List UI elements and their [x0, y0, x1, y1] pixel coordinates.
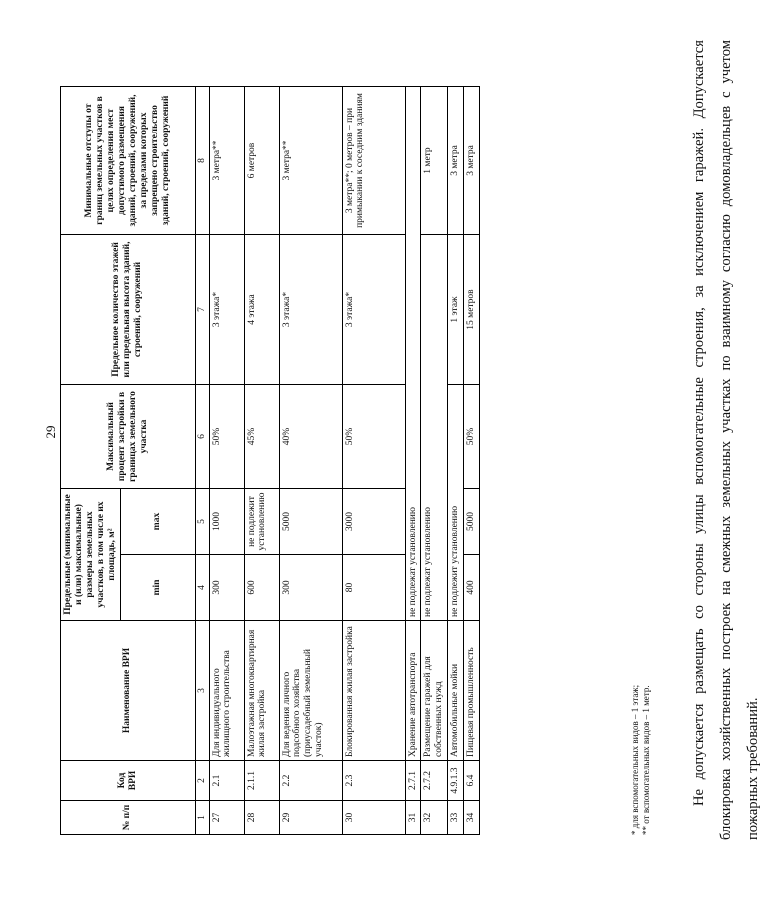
header-row — [61, 87, 121, 835]
row-num: 29 — [279, 801, 342, 835]
page-number: 29 — [43, 425, 58, 439]
header-num: № п/п — [61, 801, 196, 835]
row-not-applicable: не подлежат установлению — [421, 235, 448, 621]
table-row — [279, 87, 342, 835]
header-floors: Предельное количество этажей или предельная высота зданий, строений, сооружений — [61, 235, 196, 385]
row-min: 300 — [279, 555, 342, 621]
row-setback: 3 метра** — [279, 87, 342, 235]
regulations-table-wrapper — [60, 87, 480, 835]
row-code: 2.3 — [342, 761, 405, 801]
row-floors: 1 этаж — [448, 235, 464, 385]
table-row — [421, 87, 448, 835]
header-min: min — [120, 555, 195, 621]
row-code: 2.1.1 — [244, 761, 279, 801]
row-name: Автомобильные мойки — [448, 621, 464, 761]
row-setback: 3 метра — [448, 87, 464, 235]
footnote: * для вспомогательных видов – 1 этаж; — [630, 684, 640, 835]
row-num: 30 — [342, 801, 405, 835]
header-percent: Максимальный процент застройки в границах земельного участка — [61, 385, 196, 489]
row-floors: 3 этажа* — [342, 235, 405, 385]
row-setback: 6 метров — [244, 87, 279, 235]
index-cell: 4 — [195, 555, 209, 621]
index-cell: 3 — [195, 621, 209, 761]
row-code: 2.7.2 — [421, 761, 448, 801]
row-name: Блокированная жилая застройка — [342, 621, 405, 761]
body-paragraph-wrapper — [686, 40, 767, 840]
row-num: 31 — [405, 801, 421, 835]
header-name: Наименование ВРИ — [61, 621, 196, 761]
row-name: Малоэтажная многоквартирная жилая застройка — [244, 621, 279, 761]
row-percent: 50% — [464, 385, 480, 489]
row-percent: 50% — [342, 385, 405, 489]
row-num: 27 — [209, 801, 244, 835]
row-min: 300 — [209, 555, 244, 621]
header-size-group: Предельные (минимальные и (или) максимальные) размеры земельных участков, в том числе их площадь, м² — [61, 489, 121, 621]
footnote: ** от вспомогательных видов – 1 метр. — [640, 685, 651, 835]
index-cell: 2 — [195, 761, 209, 801]
index-row — [195, 87, 209, 835]
regulations-table — [60, 86, 480, 835]
row-not-applicable: не подлежат установлению — [405, 87, 421, 621]
header-code: Код ВРИ — [61, 761, 196, 801]
row-setback: 1 метр — [421, 87, 448, 235]
index-cell: 8 — [195, 87, 209, 235]
footnotes — [630, 685, 652, 835]
table-row — [405, 87, 421, 835]
header-setbacks: Минимальные отступы от границ земельных участков в целях определения мест допустимого размещения зданий, строений, сооружений, за пределами которых запрещено строительство зданий, строений, сооружений — [61, 87, 196, 235]
row-max: 3000 — [342, 489, 405, 555]
row-setback: 3 метра** — [209, 87, 244, 235]
row-num: 33 — [448, 801, 464, 835]
row-name: Размещение гаражей для собственных нужд — [421, 621, 448, 761]
body-paragraph: Не допускается размещать со стороны улицы вспомогательные строения, за исключением гаражей. Допускается блокировка хозяйственных построек на смежных земельных участках по взаимному согласию домовладельцев с учетом пожарных требований. — [691, 40, 761, 840]
row-max: 5000 — [464, 489, 480, 555]
table-row — [209, 87, 244, 835]
row-floors: 15 метров — [464, 235, 480, 385]
row-name: Для индивидуального жилищного строительства — [209, 621, 244, 761]
table-row — [244, 87, 279, 835]
row-code: 2.1 — [209, 761, 244, 801]
table-row — [448, 87, 464, 835]
row-percent: 50% — [209, 385, 244, 489]
row-floors: 3 этажа* — [279, 235, 342, 385]
row-max: 1000 — [209, 489, 244, 555]
row-max: 5000 — [279, 489, 342, 555]
row-num: 34 — [464, 801, 480, 835]
index-cell: 6 — [195, 385, 209, 489]
row-min: 600 — [244, 555, 279, 621]
row-code: 6.4 — [464, 761, 480, 801]
row-percent: 45% — [244, 385, 279, 489]
row-min: 400 — [464, 555, 480, 621]
index-cell: 5 — [195, 489, 209, 555]
row-code: 2.7.1 — [405, 761, 421, 801]
index-cell: 7 — [195, 235, 209, 385]
row-name: Для ведения личного подсобного хозяйства (приусадебный земельный участок) — [279, 621, 342, 761]
row-code: 2.2 — [279, 761, 342, 801]
row-percent: 40% — [279, 385, 342, 489]
row-max: не подлежит установлению — [244, 489, 279, 555]
row-code: 4.9.1.3 — [448, 761, 464, 801]
row-min: 80 — [342, 555, 405, 621]
row-num: 32 — [421, 801, 448, 835]
row-floors: 4 этажа — [244, 235, 279, 385]
row-setback: 3 метра — [464, 87, 480, 235]
index-cell: 1 — [195, 801, 209, 835]
row-name: Пищевая промышленность — [464, 621, 480, 761]
row-floors: 3 этажа* — [209, 235, 244, 385]
row-setback: 3 метра**; 0 метров – при примыкании к соседним зданиям — [342, 87, 405, 235]
row-num: 28 — [244, 801, 279, 835]
table-row — [464, 87, 480, 835]
row-not-applicable: не подлежит установлению — [448, 385, 464, 621]
header-max: max — [120, 489, 195, 555]
table-row — [342, 87, 405, 835]
row-name: Хранение автотранспорта — [405, 621, 421, 761]
